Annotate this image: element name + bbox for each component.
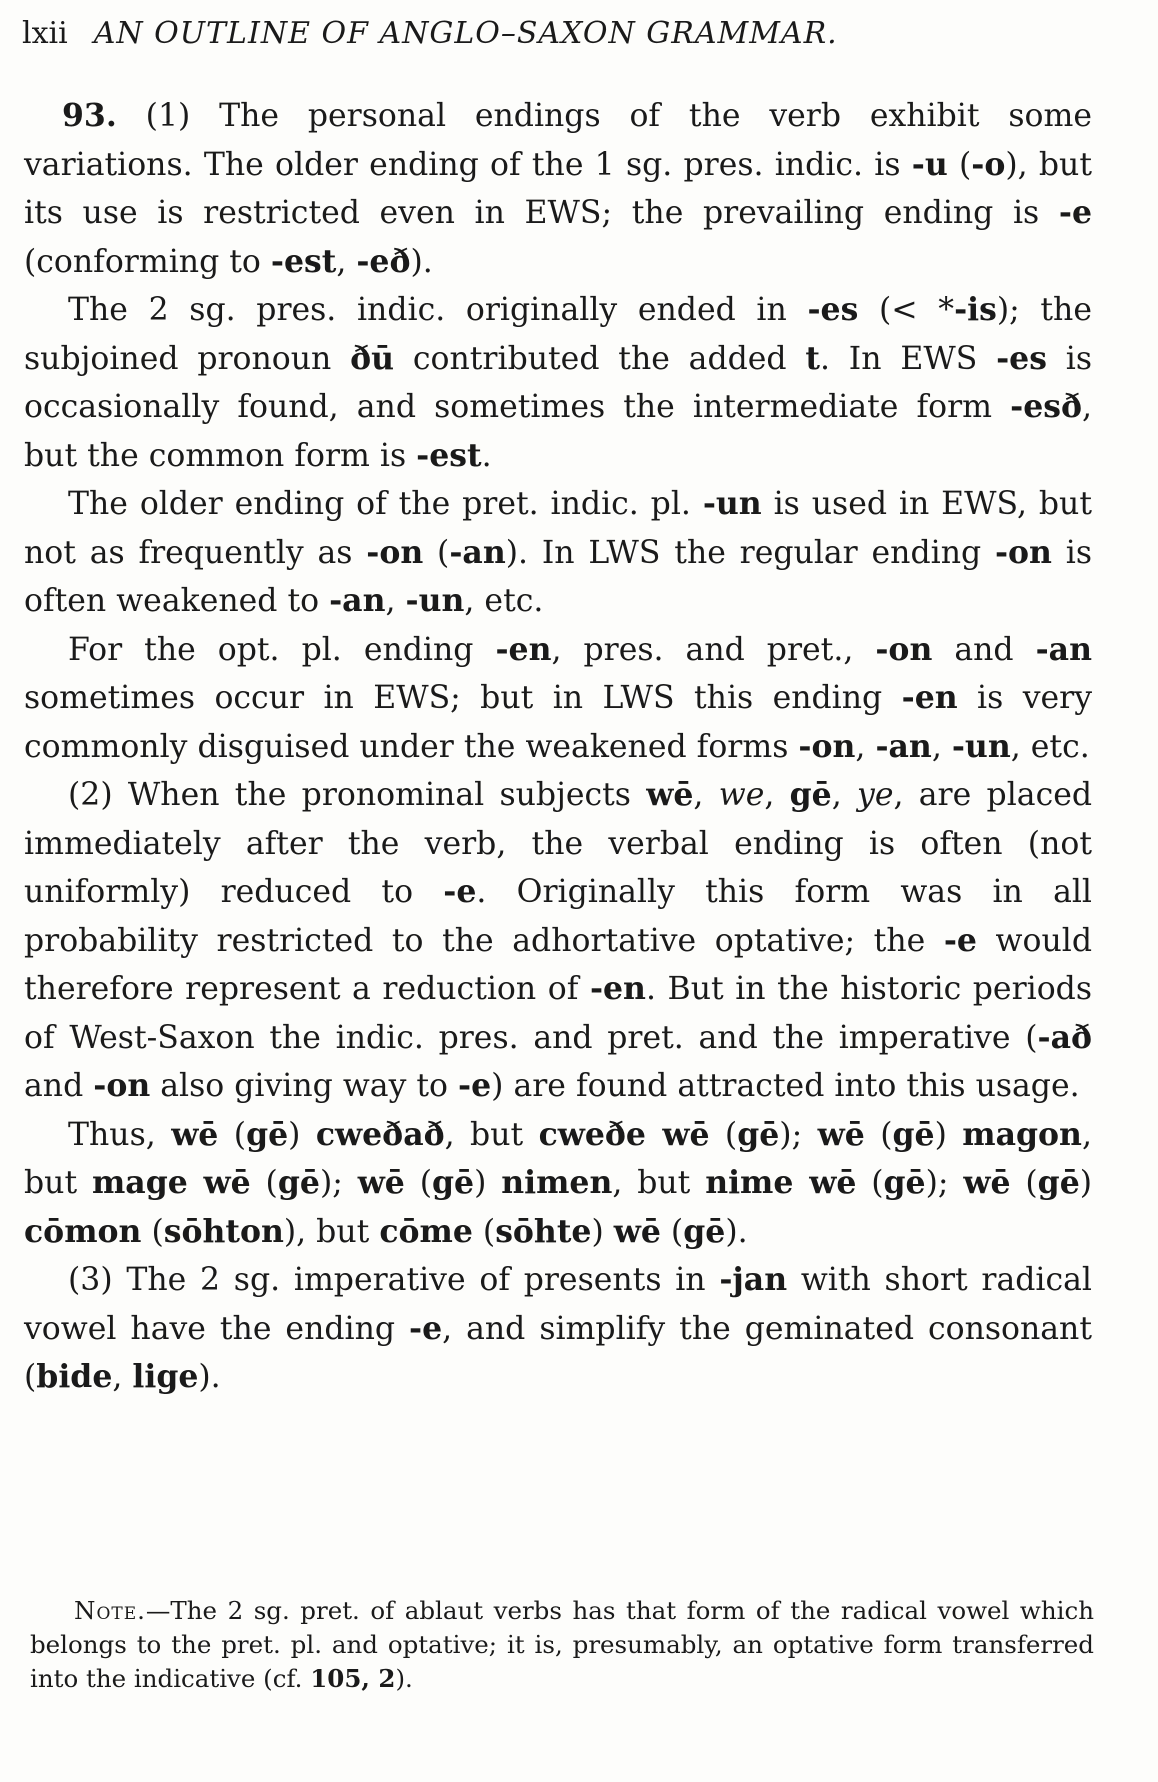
paragraph-preterite-plural: The older ending of the pret. indic. pl. -un is used in EWS, but not as frequently as -on (-an). In LWS the regular ending -on is often weakened to -an, -un, etc. bbox=[24, 485, 1092, 619]
paragraph-examples: Thus, wē (gē) cweðað, but cweðe wē (gē); wē (gē) magon, but mage wē (gē); wē (gē) nimen, but nime wē (gē); wē (gē) cōmon (sōhton), but cōme (sōhte) wē (gē). bbox=[24, 1115, 1093, 1250]
footnote bbox=[30, 1594, 1094, 1696]
cross-reference: 105, 2 bbox=[310, 1664, 396, 1693]
section-number: 93. bbox=[62, 97, 117, 134]
paragraph-optative-plural: For the opt. pl. ending -en, pres. and pret., -on and -an sometimes occur in EWS; but in LWS this ending -en is very commonly disguised under the weakened forms -on, -an, -un, etc. bbox=[24, 630, 1092, 765]
running-title: AN OUTLINE OF ANGLO–SAXON GRAMMAR. bbox=[93, 16, 838, 51]
note-label: Note. bbox=[74, 1596, 146, 1625]
note-paragraph: Note.—The 2 sg. pret. of ablaut verbs has that form of the radical vowel which belongs to the pret. pl. and optative; it is, presumably, an optative form transferred into the indicative (cf. 105, 2). bbox=[30, 1596, 1094, 1693]
section-93 bbox=[24, 92, 1092, 1402]
paragraph-imperative: (3) The 2 sg. imperative of presents in -jan with short radical vowel have the ending -e, and simplify the geminated consonant (bide, lige). bbox=[24, 1261, 1092, 1395]
paragraph-pronominal-subjects: (2) When the pronominal subjects wē, we, gē, ye, are placed immediately after the verb, the verbal ending is often (not uniformly) reduced to -e. Originally this form was in all probability restricted to the adhortative optative; the -e would therefore represent a reduction of -en. But in the historic periods of West-Saxon the indic. pres. and pret. and the imperative (-að and -on also giving way to -e) are found attracted into this usage. bbox=[24, 776, 1093, 1104]
paragraph-second-singular: The 2 sg. pres. indic. originally ended in -es (< *-is); the subjoined pronoun ðū contributed the added t. In EWS -es is occasionally found, and sometimes the intermediate form -esð, but the common form is -est. bbox=[24, 291, 1093, 474]
paragraph-endings-intro: 93. (1) The personal endings of the verb exhibit some variations. The older ending of the 1 sg. pres. indic. is -u (-o), but its use is restricted even in EWS; the prevailing ending is -e (conforming to -est, -eð). bbox=[24, 97, 1092, 280]
page-number: lxii bbox=[22, 16, 68, 51]
page-header bbox=[22, 14, 1122, 54]
